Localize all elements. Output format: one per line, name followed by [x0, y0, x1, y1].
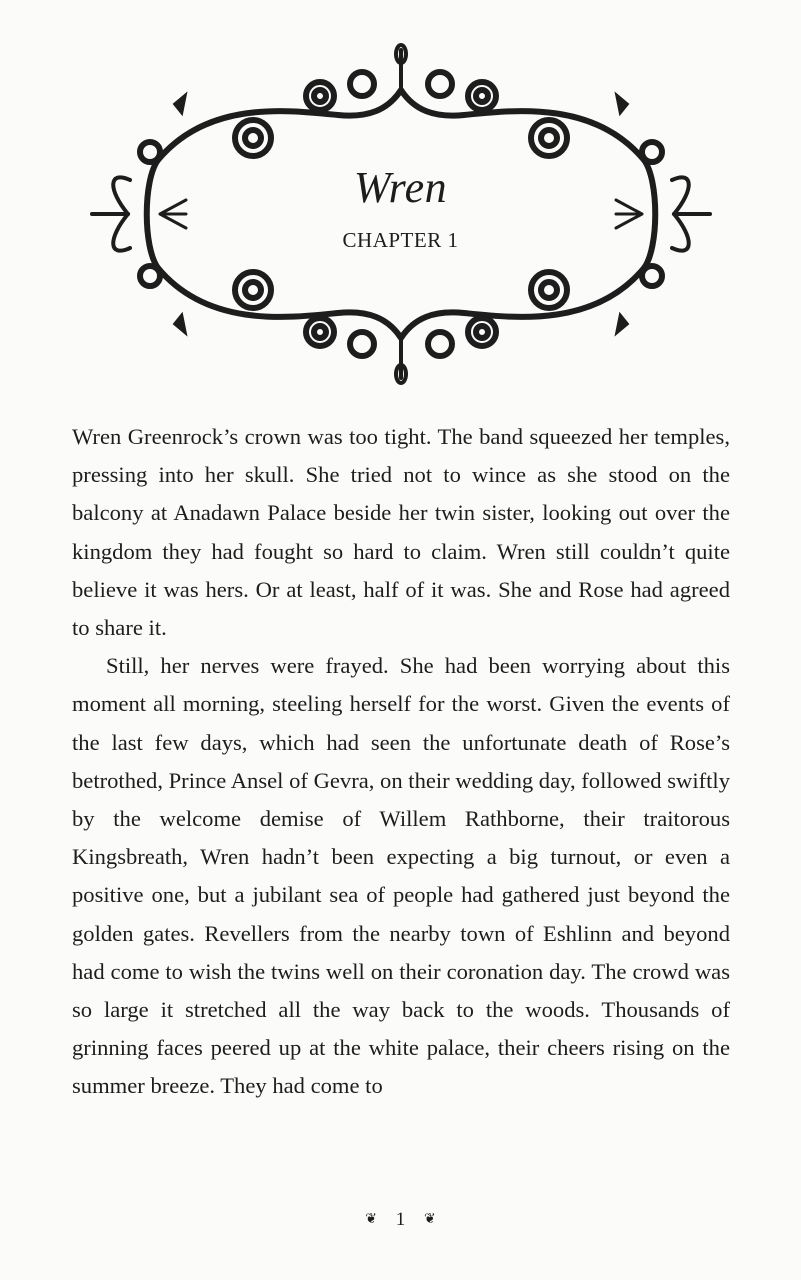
page-number: 1 — [395, 1208, 406, 1230]
page-footer — [0, 1208, 801, 1231]
paragraph: Still, her nerves were frayed. She had been worrying about this moment all morning, steeling herself for the worst. Given the events of the last few days, which had seen the unfortunate death of Rose’s betrothed, Prince Ansel of Gevra, on their wedding day, followed swiftly by the welcome demise of Willem Rathborne, their traitorous Kingsbreath, Wren hadn’t been expecting a big turnout, or even a positive one, but a jubilant sea of people had gathered just beyond the golden gates. Revellers from the nearby town of Eshlinn and beyond had come to wish the twins well on their coronation day. The crowd was so large it stretched all the way back to the woods. Thousands of grinning faces peered up at the white palace, their cheers rising on the summer breeze. They had come to — [72, 653, 730, 1099]
crown-ornament-icon: ❦ — [424, 1212, 436, 1228]
chapter-label: CHAPTER 1 — [342, 228, 459, 252]
crown-ornament-icon: ❦ — [365, 1212, 377, 1228]
ornamental-scroll-frame — [88, 40, 714, 388]
chapter-heading-frame — [88, 40, 714, 388]
chapter-body — [72, 418, 730, 1106]
chapter-name: Wren — [353, 163, 448, 212]
paragraph: Wren Greenrock’s crown was too tight. The band squeezed her temples, pressing into her skull. She tried not to wince as she stood on the balcony at Anadawn Palace beside her twin sister, looking out over the kingdom they had fought so hard to claim. Wren still couldn’t quite believe it was hers. Or at least, half of it was. She and Rose had agreed to share it. — [72, 424, 730, 641]
